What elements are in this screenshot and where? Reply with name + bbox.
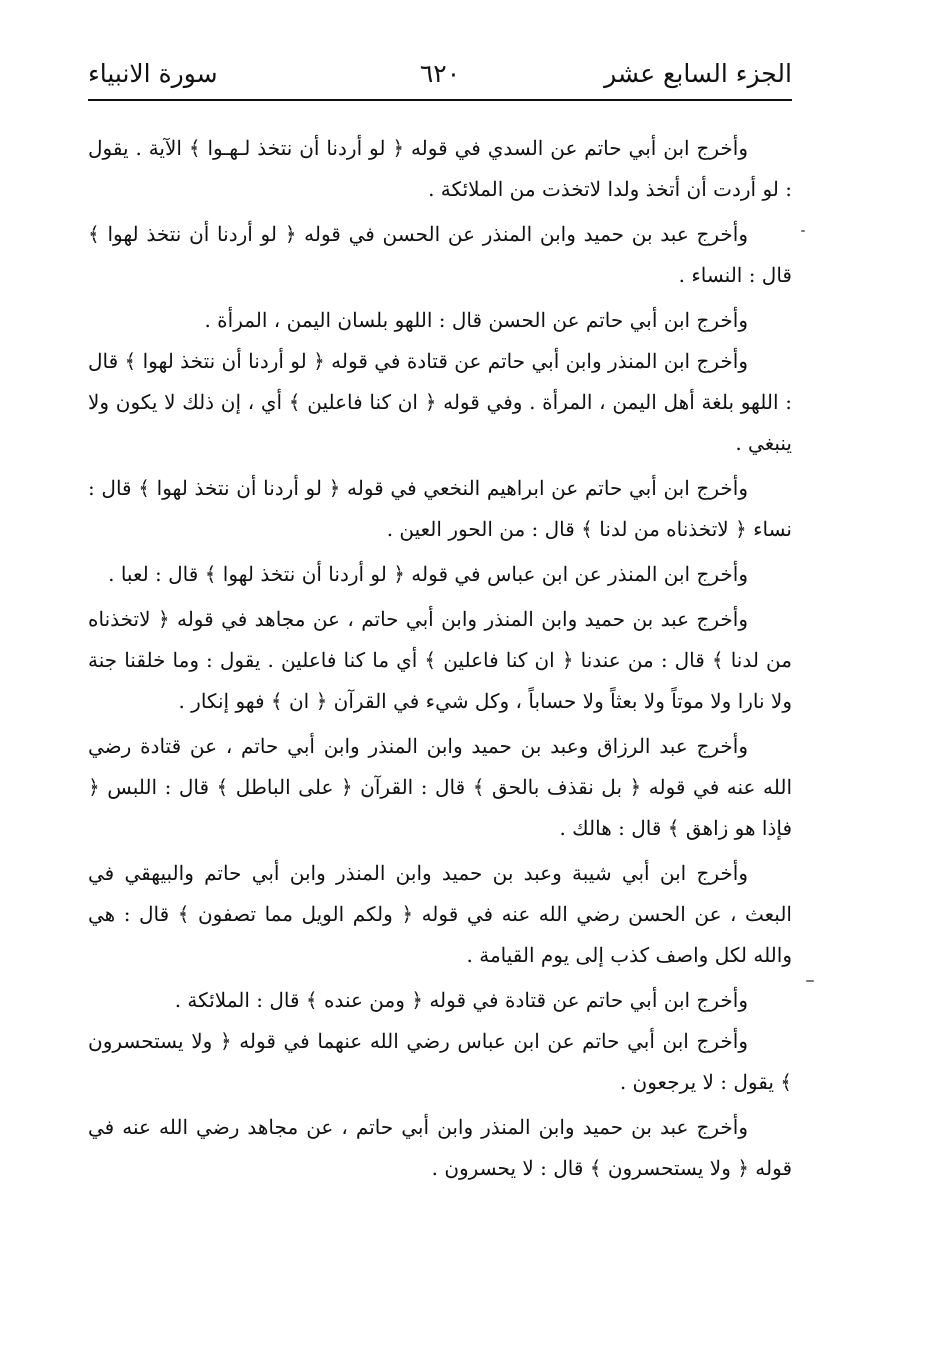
header-rule bbox=[88, 99, 792, 101]
page-number: ٦٢٠ bbox=[419, 59, 461, 88]
paragraph: وأخرج ابن أبي حاتم عن قتادة في قوله ﴿ ومن عنده ﴾ قال : الملائكة . bbox=[174, 988, 748, 1012]
paragraph: وأخرج ابن أبي حاتم عن الحسن قال : اللهو بلسان اليمن ، المرأة . bbox=[204, 308, 748, 332]
running-head-surah: سورة الانبياء bbox=[88, 59, 218, 88]
running-head-part: الجزء السابع عشر bbox=[604, 59, 792, 88]
paragraph: وأخرج عبد بن حميد وابن المنذر عن الحسن في قوله ﴿ لو أردنا أن نتخذ لهوا ﴾ قال : النساء . bbox=[88, 222, 792, 287]
paragraph: وأخرج ابن المنذر عن ابن عباس في قوله ﴿ لو أردنا أن نتخذ لهوا ﴾ قال : لعبا . bbox=[108, 562, 748, 586]
paragraph: وأخرج عبد بن حميد وابن المنذر وابن أبي حاتم ، عن مجاهد رضي الله عنه في قوله ﴿ ولا يستحسرون ﴾ قال : لا يحسرون . bbox=[88, 1115, 792, 1180]
paragraph: وأخرج ابن أبي حاتم عن ابراهيم النخعي في قوله ﴿ لو أردنا أن نتخذ لهوا ﴾ قال : نساء ﴿ لاتخذناه من لدنا ﴾ قال : من الحور العين . bbox=[88, 476, 792, 541]
page-header bbox=[88, 56, 792, 96]
paragraph: وأخرج ابن أبي حاتم عن السدي في قوله ﴿ لو أردنا أن نتخذ لـهـوا ﴾ الآية . يقول : لو أردت أن أتخذ ولدا لاتخذت من الملائكة . bbox=[88, 136, 792, 201]
paragraph: وأخرج ابن المنذر وابن أبي حاتم عن قتادة في قوله ﴿ لو أردنا أن نتخذ لهوا ﴾ قال : اللهو بلغة أهل اليمن ، المرأة . وفي قوله ﴿ ان كنا فاعلين ﴾ أي ، إن ذلك لا يكون ولا ينبغي . bbox=[88, 349, 792, 455]
scan-speck bbox=[806, 980, 814, 982]
paragraph: وأخرج عبد بن حميد وابن المنذر وابن أبي حاتم ، عن مجاهد في قوله ﴿ لاتخذناه من لدنا ﴾ قال : من عندنا ﴿ ان كنا فاعلين ﴾ أي ما كنا فاعلين . يقول : وما خلقنا جنة ولا نارا ولا موتاً ولا بعثاً ولا حساباً ، وكل شيء في القرآن ﴿ ان ﴾ فهو إنكار . bbox=[88, 607, 792, 713]
paragraph: وأخرج عبد الرزاق وعبد بن حميد وابن المنذر وابن أبي حاتم ، عن قتادة رضي الله عنه في قوله ﴿ بل نقذف بالحق ﴾ قال : القرآن ﴿ على الباطل ﴾ قال : اللبس ﴿ فإذا هو زاهق ﴾ قال : هالك . bbox=[88, 734, 792, 840]
paragraph: وأخرج ابن أبي شيبة وعبد بن حميد وابن المنذر وابن أبي حاتم والبيهقي في البعث ، عن الحسن رضي الله عنه في قوله ﴿ ولكم الويل مما تصفون ﴾ قال : هي والله لكل واصف كذب إلى يوم القيامة . bbox=[88, 861, 792, 967]
page-body bbox=[88, 128, 792, 1193]
scan-speck bbox=[801, 230, 805, 232]
paragraph: وأخرج ابن أبي حاتم عن ابن عباس رضي الله عنهما في قوله ﴿ ولا يستحسرون ﴾ يقول : لا يرجعون . bbox=[88, 1029, 792, 1094]
